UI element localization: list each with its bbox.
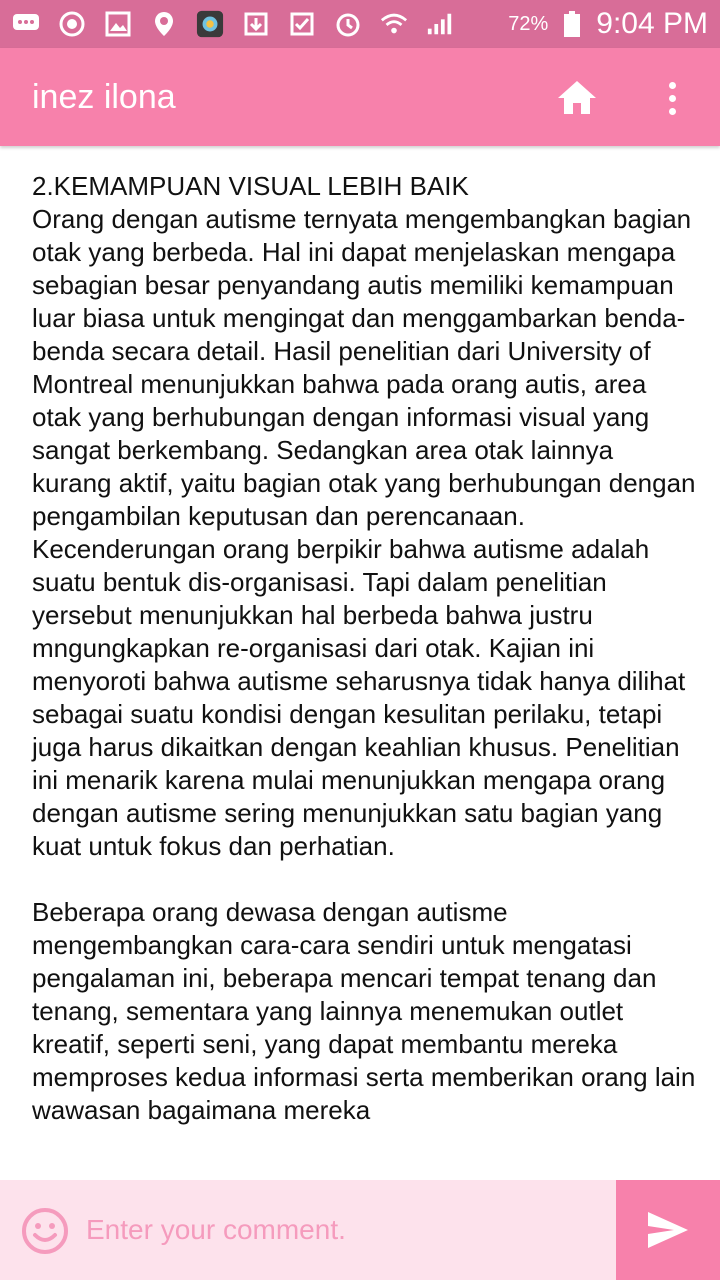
app-bar: [0, 48, 720, 146]
article-heading: 2.KEMAMPUAN VISUAL LEBIH BAIK: [32, 171, 469, 201]
status-time: 9:04 PM: [596, 7, 708, 40]
status-system-info: [508, 7, 708, 41]
more-options-button[interactable]: [654, 76, 690, 120]
status-bar: [0, 0, 720, 48]
alarm-icon: [334, 10, 362, 38]
emoji-button[interactable]: [20, 1206, 70, 1256]
more-vert-icon-dot: [669, 95, 676, 102]
more-vert-icon-dot: [669, 108, 676, 115]
home-button[interactable]: [555, 76, 599, 120]
article-content[interactable]: [0, 146, 720, 1168]
smiley-icon: [20, 1206, 70, 1256]
app-notification-icon: [196, 10, 224, 38]
status-notification-icons: [12, 10, 454, 38]
location-icon: [150, 10, 178, 38]
home-icon: [555, 76, 599, 120]
article-paragraph-1: Orang dengan autisme ternyata mengembangkan bagian otak yang berbeda. Hal ini dapat menjelaskan mengapa sebagian besar penyandang autis memiliki kemampuan luar biasa untuk mengingat dan menggambarkan benda-benda secara detail. Hasil penelitian dari University of Montreal menunjukkan bahwa pada orang autis, area otak yang berhubungan dengan informasi visual yang sangat berkembang. Sedangkan area otak lainnya kurang aktif, yaitu bagian otak yang berhubungan dengan pengambilan keputusan dan perencanaan. Kecenderungan orang berpikir bahwa autisme adalah suatu bentuk dis-organisasi. Tapi dalam penelitian yersebut menunjukkan hal berbeda bahwa justru mngungkapkan re-organisasi dari otak. Kajian ini menyoroti bahwa autisme seharusnya tidak hanya dilihat sebagai suatu kondisi dengan kesulitan perilaku, tetapi juga harus dikaitkan dengan keahlian khusus. Penelitian ini menarik karena mulai menunjukkan mengapa orang dengan autisme sering menunjukkan satu bagian yang kuat untuk fokus dan perhatian.: [32, 204, 696, 861]
content-divider: [0, 1168, 720, 1180]
battery-percent: 72%: [508, 12, 549, 35]
check-icon: [288, 10, 316, 38]
comment-bar: [0, 1180, 720, 1280]
wifi-icon: [380, 10, 408, 38]
message-icon: [12, 10, 40, 38]
article-paragraph-2: Beberapa orang dewasa dengan autisme mengembangkan cara-cara sendiri untuk mengatasi pengalaman ini, beberapa mencari tempat tenang dan tenang, sementara yang lainnya menemukan outlet kreatif, seperti seni, yang dapat membantu mereka memproses kedua informasi serta memberikan orang lain wawasan bagaimana mereka: [32, 897, 696, 1125]
signal-icon: [426, 10, 454, 38]
app-title: inez ilona: [32, 77, 176, 116]
battery-icon: [558, 10, 586, 38]
send-icon: [646, 1210, 690, 1250]
comment-input[interactable]: [86, 1200, 606, 1260]
download-icon: [242, 10, 270, 38]
send-button[interactable]: [616, 1180, 720, 1280]
gallery-icon: [104, 10, 132, 38]
more-vert-icon: [669, 82, 676, 89]
paragraph-spacer: [32, 863, 696, 896]
whatsapp-icon: [58, 10, 86, 38]
